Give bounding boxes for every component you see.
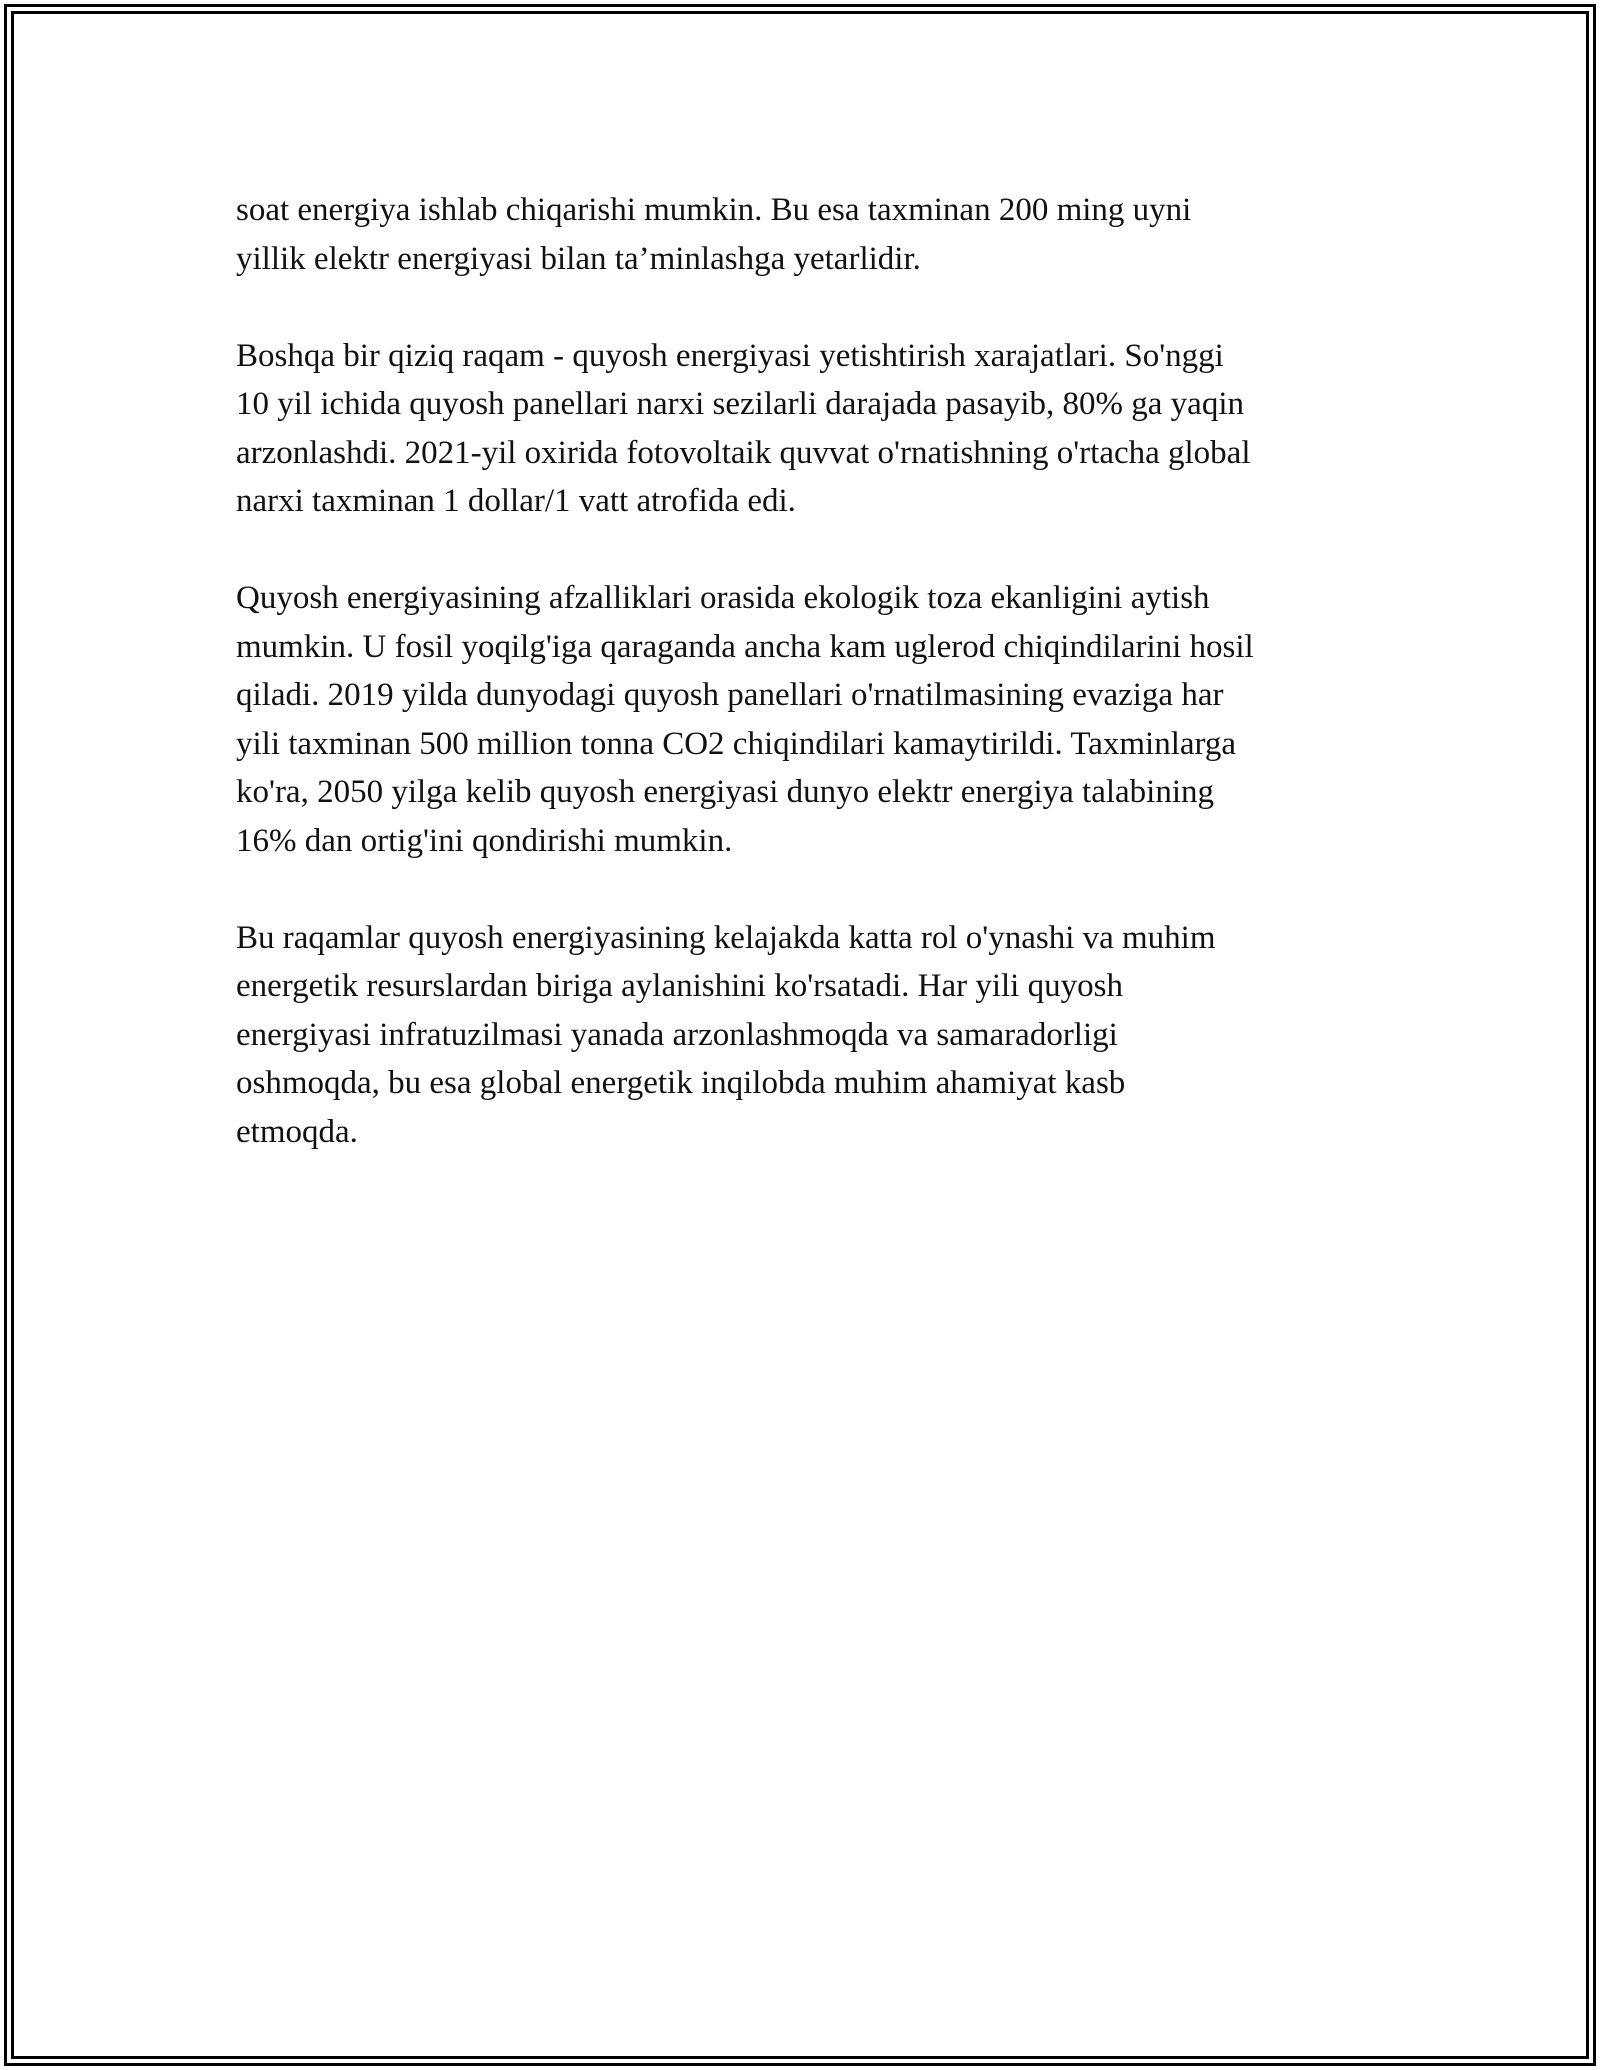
paragraph-line: energetik resurslardan biriga aylanishini ko'rsatadi. Har yili quyosh xyxy=(236,968,1123,1004)
paragraph-line: ko'ra, 2050 yilga kelib quyosh energiyasi dunyo elektr energiya talabining xyxy=(236,774,1214,810)
paragraph-line: etmoqda. xyxy=(236,1113,358,1150)
paragraph-line: Boshqa bir qiziq raqam - quyosh energiyasi yetishtirish xarajatlari. So'nggi xyxy=(236,337,1224,374)
paragraph-line: mumkin. U fosil yoqilg'iga qaraganda ancha kam uglerod chiqindilarini hosil xyxy=(236,628,1254,665)
paragraph-line: arzonlashdi. 2021-yil oxirida fotovoltaik quvvat o'rnatishning o'rtacha global xyxy=(236,434,1251,471)
paragraph-line: narxi taxminan 1 dollar/1 vatt atrofida edi. xyxy=(236,483,796,519)
paragraph-line: oshmoqda, bu esa global energetik inqilobda muhim ahamiyat kasb xyxy=(236,1065,1126,1101)
paragraph-line: Bu raqamlar quyosh energiyasining kelajakda katta rol o'ynashi va muhim xyxy=(236,919,1216,956)
paragraph-3 xyxy=(236,574,1386,865)
paragraph-line: 10 yil ichida quyosh panellari narxi sezilarli darajada pasayib, 80% ga yaqin xyxy=(236,386,1244,422)
paragraph-1 xyxy=(236,186,1386,283)
paragraph-line: yili taxminan 500 million tonna CO2 chiqindilari kamaytirildi. Taxminlarga xyxy=(236,725,1237,762)
paragraph-4 xyxy=(236,914,1386,1157)
paragraph-2 xyxy=(236,332,1386,526)
paragraph-line: Quyosh energiyasining afzalliklari orasida ekologik toza ekanligini aytish xyxy=(236,580,1210,616)
document-body xyxy=(236,186,1386,1205)
paragraph-line: qiladi. 2019 yilda dunyodagi quyosh panellari o'rnatilmasining evaziga har xyxy=(236,677,1224,713)
paragraph-line: 16% dan ortig'ini qondirishi mumkin. xyxy=(236,822,733,859)
paragraph-line: yillik elektr energiyasi bilan ta’minlashga yetarlidir. xyxy=(236,240,921,277)
paragraph-line: energiyasi infratuzilmasi yanada arzonlashmoqda va samaradorligi xyxy=(236,1016,1118,1053)
paragraph-line: soat energiya ishlab chiqarishi mumkin. Bu esa taxminan 200 ming uyni xyxy=(236,192,1192,228)
